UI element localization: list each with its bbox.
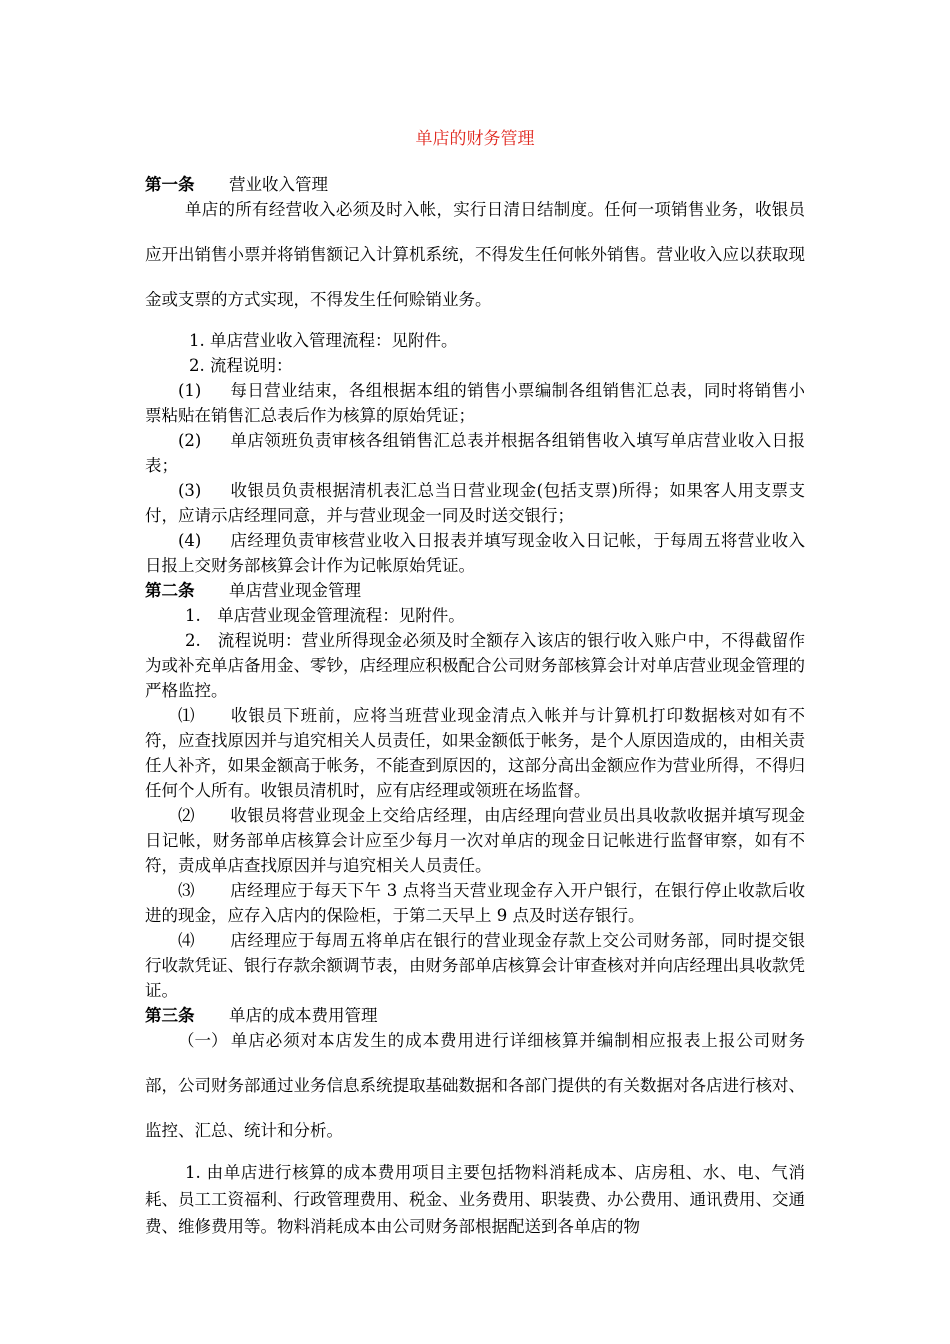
sub-item-text: 每日营业结束，各组根据本组的销售小票编制各组销售汇总表，同时将销售小票粘贴在销售汇总表后作为核算的原始凭证； [145, 381, 805, 425]
sub-item-number: (1) [178, 381, 202, 400]
article-title: 单店的成本费用管理 [229, 1006, 378, 1025]
sub-item-text: 单店领班负责审核各组销售汇总表并根据各组销售收入填写单店营业收入日报表； [145, 431, 805, 475]
paragraph-text: 单店必须对本店发生的成本费用进行详细核算并编制相应报表上报公司财务部，公司财务部通过业务信息系统提取基础数据和各部门提供的有关数据对各店进行核对、监控、汇总、统计和分析。 [145, 1031, 805, 1140]
sub-item-number: ⑴ [178, 706, 195, 725]
article-label: 第一条 [145, 175, 195, 194]
sub-item-number: ⑶ [178, 881, 195, 900]
sub-item [145, 428, 805, 478]
sub-item [145, 378, 805, 428]
list-item: 1. 单店营业现金管理流程：见附件。 [185, 606, 465, 625]
article-label: 第三条 [145, 1006, 195, 1025]
sub-item-text: 店经理负责审核营业收入日报表并填写现金收入日记帐，于每周五将营业收入日报上交财务部核算会计作为记帐原始凭证。 [145, 531, 805, 575]
sub-item-text: 店经理应于每周五将单店在银行的营业现金存款上交公司财务部，同时提交银行收款凭证、银行存款余额调节表，由财务部单店核算会计审查核对并向店经理出具收款凭证。 [145, 931, 805, 1000]
sub-item-text: 收银员负责根据清机表汇总当日营业现金(包括支票)所得；如果客人用支票支付，应请示店经理同意，并与营业现金一同及时送交银行； [145, 481, 805, 525]
sub-item [145, 528, 805, 578]
sub-item-number: ⑷ [178, 931, 195, 950]
article-title: 单店营业现金管理 [229, 581, 361, 600]
list-item: 1. 单店营业收入管理流程：见附件。 [189, 331, 458, 350]
list-item: 2. 流程说明：营业所得现金必须及时全额存入该店的银行收入账户中，不得截留作为或补充单店备用金、零钞，店经理应积极配合公司财务部核算会计对单店营业现金管理的严格监控。 [145, 631, 805, 700]
list-item: 1. 由单店进行核算的成本费用项目主要包括物料消耗成本、店房租、水、电、气消耗、员工工资福利、行政管理费用、税金、业务费用、职装费、办公费用、通讯费用、交通费、维修费用等。物料消耗成本由公司财务部根据配送到各单店的物 [145, 1163, 805, 1236]
sub-item-number: (2) [178, 431, 202, 450]
sub-item-number: (4) [178, 531, 202, 550]
list-item: 2. 流程说明： [189, 356, 293, 375]
sub-item-text: 收银员将营业现金上交给店经理，由店经理向营业员出具收款收据并填写现金日记帐，财务部单店核算会计应至少每月一次对单店的现金日记帐进行监督审察，如有不符，责成单店查找原因并与追究相关人员责任。 [145, 806, 805, 875]
paragraph [145, 1018, 805, 1153]
sub-item-number: ⑵ [178, 806, 195, 825]
paragraph-number: （一） [178, 1031, 228, 1050]
sub-item-text: 店经理应于每天下午 3 点将当天营业现金存入开户银行，在银行停止收款后收进的现金，应存入店内的保险柜，于第二天早上 9 点及时送存银行。 [145, 881, 805, 925]
sub-item [145, 928, 805, 1003]
paragraph: 单店的所有经营收入必须及时入帐，实行日清日结制度。任何一项销售业务，收银员应开出销售小票并将销售额记入计算机系统，不得发生任何帐外销售。营业收入应以获取现金或支票的方式实现，不得发生任何赊销业务。 [145, 200, 805, 309]
sub-item-number: (3) [178, 481, 202, 500]
sub-item [145, 703, 805, 803]
sub-item [145, 803, 805, 878]
sub-item-text: 收银员下班前，应将当班营业现金清点入帐并与计算机打印数据核对如有不符，应查找原因并与追究相关人员责任，如果金额低于帐务，是个人原因造成的，由相关责任人补齐，如果金额高于帐务，不能查到原因的，这部分高出金额应作为营业所得，不得归任何个人所有。收银员清机时，应有店经理或领班在场监督。 [145, 706, 805, 800]
sub-item [145, 878, 805, 928]
document-body [145, 172, 805, 1240]
article-title: 营业收入管理 [229, 175, 328, 194]
article-label: 第二条 [145, 581, 195, 600]
document-title: 单店的财务管理 [415, 129, 535, 149]
article-2-heading [145, 578, 805, 603]
sub-item [145, 478, 805, 528]
